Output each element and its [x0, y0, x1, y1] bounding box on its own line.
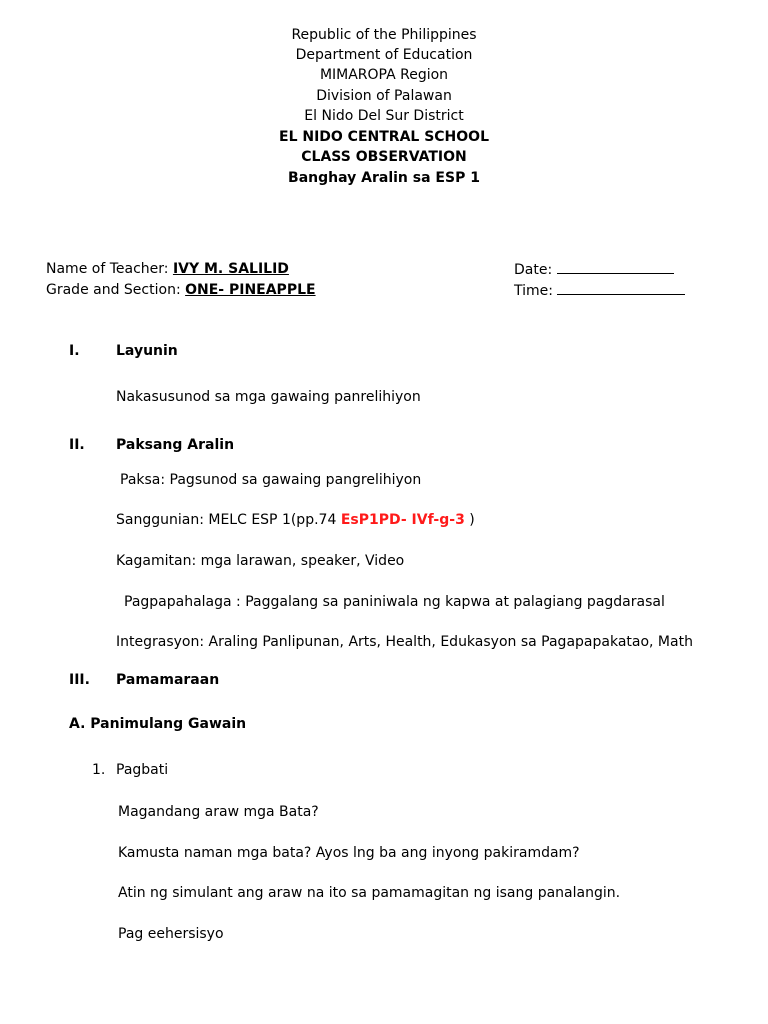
section-1-title: Layunin	[116, 343, 178, 359]
item-1-number: 1.	[92, 762, 106, 778]
grade-line	[46, 282, 316, 298]
layunin-text: Nakasusunod sa mga gawaing panrelihiyon	[116, 389, 421, 405]
header-school: EL NIDO CENTRAL SCHOOL	[279, 129, 489, 145]
integrasyon-text: Integrasyon: Araling Panlipunan, Arts, Health, Edukasyon sa Pagapapakatao, Math	[116, 634, 693, 650]
grade-value: ONE- PINEAPPLE	[185, 282, 316, 298]
header-district: El Nido Del Sur District	[304, 108, 464, 124]
greeting-4: Pag eehersisyo	[118, 926, 224, 942]
grade-label: Grade and Section:	[46, 282, 186, 298]
paksa-text: Paksa: Pagsunod sa gawaing pangrelihiyon	[120, 472, 422, 488]
time-label: Time:	[514, 283, 558, 299]
item-1-title: Pagbati	[116, 762, 169, 778]
date-label: Date:	[514, 262, 557, 278]
section-2-number: II.	[69, 437, 85, 453]
teacher-line	[46, 261, 289, 277]
header-observation: CLASS OBSERVATION	[301, 149, 467, 165]
header-subject: Banghay Aralin sa ESP 1	[288, 170, 480, 186]
sanggunian-prefix: Sanggunian: MELC ESP 1(pp.74	[116, 512, 341, 528]
kagamitan-text: Kagamitan: mga larawan, speaker, Video	[116, 553, 405, 569]
header-region: MIMAROPA Region	[319, 67, 449, 83]
section-1-number: I.	[69, 343, 80, 359]
greeting-3: Atin ng simulant ang araw na ito sa pamamagitan ng isang panalangin.	[118, 885, 621, 901]
pagpapahalaga-text: Pagpapahalaga : Paggalang sa paniniwala ng kapwa at palagiang pagdarasal	[124, 594, 665, 610]
section-2-title: Paksang Aralin	[116, 437, 235, 453]
time-blank	[557, 282, 685, 295]
section-3-title: Pamamaraan	[116, 672, 220, 688]
sanggunian-line	[116, 512, 475, 528]
teacher-label: Name of Teacher:	[46, 261, 173, 277]
date-blank	[557, 261, 674, 274]
sanggunian-code: EsP1PD- IVf-g-3	[340, 512, 465, 528]
time-line	[514, 282, 685, 299]
header-republic: Republic of the Philippines	[291, 27, 477, 43]
panimulang-gawain-title: A. Panimulang Gawain	[69, 716, 247, 732]
date-line	[514, 261, 674, 278]
sanggunian-suffix: )	[464, 512, 475, 528]
greeting-1: Magandang araw mga Bata?	[118, 804, 319, 820]
teacher-value: IVY M. SALILID	[172, 261, 289, 277]
greeting-2: Kamusta naman mga bata? Ayos lng ba ang inyong pakiramdam?	[118, 845, 580, 861]
header-division: Division of Palawan	[316, 88, 452, 104]
section-3-number: III.	[69, 672, 90, 688]
header-department: Department of Education	[295, 47, 473, 63]
